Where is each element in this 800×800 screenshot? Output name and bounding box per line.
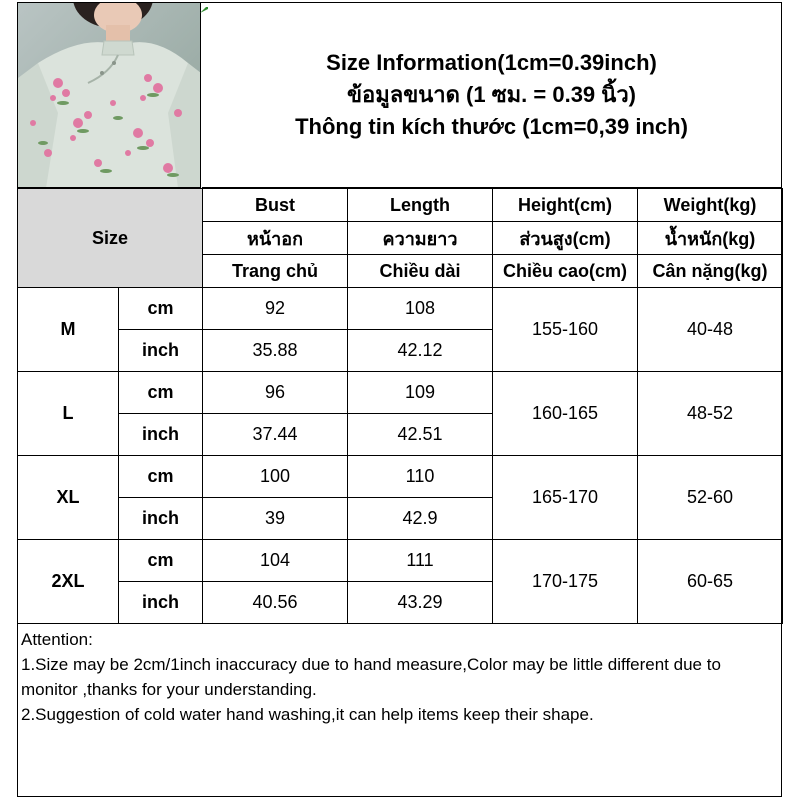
table-row (18, 288, 783, 330)
table-row (18, 540, 783, 582)
bust-cm: 100 (203, 456, 348, 498)
size-header-cell: Size (18, 189, 203, 288)
size-label: M (18, 288, 119, 372)
bust-inch: 39 (203, 498, 348, 540)
length-inch: 43.29 (348, 582, 493, 624)
height-range: 155-160 (493, 288, 638, 372)
weight-range: 40-48 (638, 288, 783, 372)
unit-cm: cm (119, 456, 203, 498)
unit-cm: cm (119, 540, 203, 582)
length-inch: 42.9 (348, 498, 493, 540)
weight-range: 48-52 (638, 372, 783, 456)
unit-cm: cm (119, 372, 203, 414)
col-length-th: ความยาว (348, 222, 493, 255)
unit-inch: inch (119, 498, 203, 540)
length-cm: 111 (348, 540, 493, 582)
length-inch: 42.12 (348, 330, 493, 372)
col-bust-th: หน้าอก (203, 222, 348, 255)
height-range: 170-175 (493, 540, 638, 624)
bust-inch: 37.44 (203, 414, 348, 456)
weight-range: 52-60 (638, 456, 783, 540)
length-cm: 109 (348, 372, 493, 414)
size-info-header (202, 3, 781, 188)
height-range: 160-165 (493, 372, 638, 456)
size-label: 2XL (18, 540, 119, 624)
table-row (18, 372, 783, 414)
title-vietnamese: Thông tin kích thước (1cm=0,39 inch) (295, 114, 688, 139)
length-inch: 42.51 (348, 414, 493, 456)
col-height-th: ส่วนสูง(cm) (493, 222, 638, 255)
bust-inch: 35.88 (203, 330, 348, 372)
col-bust-vi: Trang chủ (203, 255, 348, 288)
col-length-en: Length (348, 189, 493, 222)
size-label: L (18, 372, 119, 456)
col-height-en: Height(cm) (493, 189, 638, 222)
col-weight-en: Weight(kg) (638, 189, 783, 222)
unit-inch: inch (119, 582, 203, 624)
title-thai: ข้อมูลขนาด (1 ซม. = 0.39 นิ้ว) (346, 82, 636, 107)
unit-inch: inch (119, 414, 203, 456)
col-weight-th: น้ำหนัก(kg) (638, 222, 783, 255)
size-table (17, 188, 783, 624)
bust-inch: 40.56 (203, 582, 348, 624)
title-english: Size Information(1cm=0.39inch) (326, 50, 657, 75)
unit-cm: cm (119, 288, 203, 330)
size-label: XL (18, 456, 119, 540)
note-washing: 2.Suggestion of cold water hand washing,it can help items keep their shape. (21, 705, 594, 724)
attention-heading: Attention: (21, 630, 93, 649)
col-bust-en: Bust (203, 189, 348, 222)
product-photo (18, 3, 201, 188)
length-cm: 108 (348, 288, 493, 330)
height-range: 165-170 (493, 456, 638, 540)
col-height-vi: Chiều cao(cm) (493, 255, 638, 288)
table-row (18, 456, 783, 498)
bust-cm: 92 (203, 288, 348, 330)
bust-cm: 104 (203, 540, 348, 582)
bust-cm: 96 (203, 372, 348, 414)
col-length-vi: Chiều dài (348, 255, 493, 288)
note-measurement: 1.Size may be 2cm/1inch inaccuracy due to hand measure,Color may be little different due to monitor ,thanks for your understanding. (21, 655, 721, 699)
col-weight-vi: Cân nặng(kg) (638, 255, 783, 288)
attention-notes (18, 627, 780, 727)
length-cm: 110 (348, 456, 493, 498)
header-row-en (18, 189, 783, 222)
weight-range: 60-65 (638, 540, 783, 624)
unit-inch: inch (119, 330, 203, 372)
